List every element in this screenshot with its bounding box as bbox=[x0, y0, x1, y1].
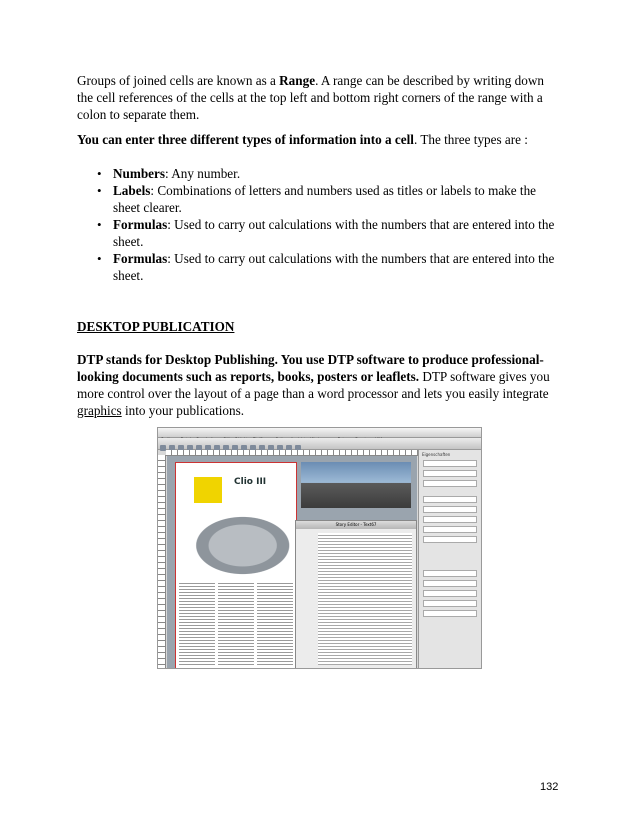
property-field[interactable] bbox=[423, 590, 477, 597]
car-photo bbox=[301, 462, 411, 508]
term: Formulas bbox=[113, 251, 168, 266]
property-field[interactable] bbox=[423, 570, 477, 577]
story-text-area[interactable] bbox=[318, 533, 412, 665]
text: : Used to carry out calculations with the numbers that are entered into the sheet. bbox=[113, 217, 555, 249]
text: : Used to carry out calculations with the numbers that are entered into the sheet. bbox=[113, 251, 555, 283]
text: into your publications. bbox=[121, 403, 245, 418]
story-editor-window bbox=[295, 520, 417, 669]
property-field[interactable] bbox=[423, 526, 477, 533]
properties-title: Eigenschaften bbox=[422, 452, 451, 457]
section-heading: DESKTOP PUBLICATION bbox=[77, 319, 235, 334]
property-field[interactable] bbox=[423, 496, 477, 503]
list-item bbox=[77, 165, 562, 182]
toolbar bbox=[158, 438, 481, 450]
text-column bbox=[218, 581, 254, 665]
magazine-page bbox=[175, 462, 297, 669]
properties-panel bbox=[418, 450, 481, 668]
text-column bbox=[179, 581, 215, 665]
property-field[interactable] bbox=[423, 580, 477, 587]
magazine-title: Clio III bbox=[234, 477, 267, 487]
text: DTP software gives you more control over the layout of a page than a word processor and lets you easily integrate bbox=[77, 369, 550, 401]
text: : Combinations of letters and numbers used as titles or labels to make the sheet clearer. bbox=[113, 183, 537, 215]
list-item bbox=[77, 250, 562, 284]
text: : Any number. bbox=[165, 166, 241, 181]
renault-logo bbox=[194, 477, 222, 503]
text: . A range can be described by writing down the cell references of the cells at the top left and bottom right corners of the range with a colon to separate them. bbox=[77, 73, 544, 122]
types-list bbox=[77, 165, 562, 250]
property-field[interactable] bbox=[423, 610, 477, 617]
text: Groups of joined cells are known as a bbox=[77, 73, 280, 88]
vertical-ruler bbox=[158, 455, 166, 668]
list-item bbox=[77, 182, 562, 216]
property-field[interactable] bbox=[423, 480, 477, 487]
text: . The three types are : bbox=[413, 132, 528, 147]
story-editor-title: Story Editor - Text67 bbox=[296, 521, 416, 529]
paragraph-range bbox=[77, 72, 562, 123]
property-field[interactable] bbox=[423, 470, 477, 477]
property-field[interactable] bbox=[423, 506, 477, 513]
types-list-2 bbox=[77, 250, 562, 284]
list-item bbox=[77, 216, 562, 250]
paragraph-types bbox=[77, 131, 562, 148]
bold-statement: DTP stands for Desktop Publishing. You use DTP software to produce professional-looking documents such as reports, books, posters or leaflets. bbox=[77, 352, 544, 384]
property-field[interactable] bbox=[423, 536, 477, 543]
property-field[interactable] bbox=[423, 516, 477, 523]
graphics-link[interactable]: graphics bbox=[77, 403, 122, 418]
document-canvas bbox=[167, 456, 417, 668]
term-range: Range bbox=[279, 73, 316, 88]
page-number: 132 bbox=[540, 781, 559, 793]
bold-statement: You can enter three different types of information into a cell bbox=[77, 132, 414, 147]
menu-bar bbox=[158, 428, 481, 438]
property-field[interactable] bbox=[423, 460, 477, 467]
property-field[interactable] bbox=[423, 600, 477, 607]
paragraph-dtp bbox=[77, 351, 562, 419]
term: Labels bbox=[113, 183, 151, 198]
term: Numbers bbox=[113, 166, 166, 181]
car-image bbox=[180, 507, 294, 577]
dtp-screenshot bbox=[157, 427, 482, 669]
term: Formulas bbox=[113, 217, 168, 232]
text-column bbox=[257, 581, 293, 665]
